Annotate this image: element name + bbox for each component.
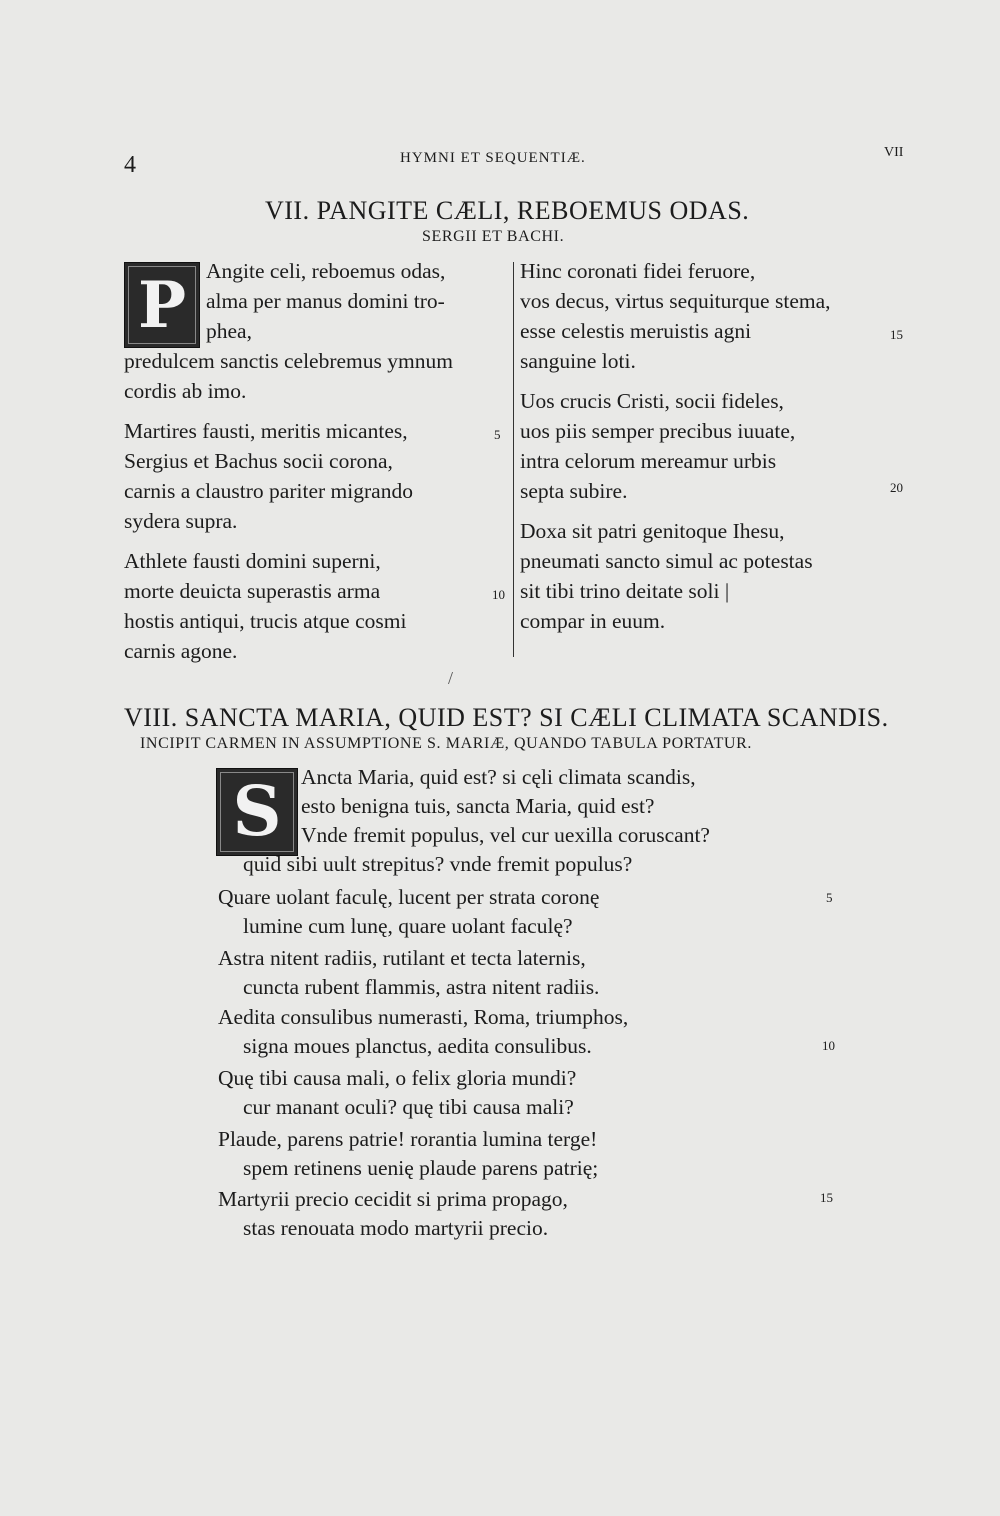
section-number: VII <box>884 145 904 160</box>
drop-cap-P-icon: P <box>124 262 200 348</box>
line-number-15b: 15 <box>820 1190 833 1205</box>
hymn7-right-line-5: Uos crucis Cristi, socii fideles, <box>520 389 784 413</box>
hymn7-right-line-6: uos piis semper precibus iuuate, <box>520 419 796 443</box>
hymn7-left-line-8: carnis a claustro pariter migrando <box>124 479 413 503</box>
hymn7-right-line-8: septa subire. <box>520 479 628 503</box>
hymn7-left-line-7: Sergius et Bachus socii corona, <box>124 449 393 473</box>
hymn7-left-line-11: morte deuicta superastis arma <box>124 579 381 603</box>
hymn7-left-line-5: cordis ab imo. <box>124 379 247 403</box>
hymn7-left-line-2: alma per manus domini tro- <box>206 289 445 313</box>
line-number-10b: 10 <box>822 1038 835 1053</box>
line-number-5: 5 <box>494 427 501 442</box>
hymn7-subtitle: SERGII ET BACHI. <box>422 228 565 245</box>
hymn8-line-7: Astra nitent radiis, rutilant et tecta laternis, <box>218 946 586 970</box>
hymn7-right-line-2: vos decus, virtus sequiturque stema, <box>520 289 831 313</box>
hymn8-line-4: quid sibi uult strepitus? vnde fremit populus? <box>243 852 633 876</box>
hymn8-line-3: Vnde fremit populus, vel cur uexilla coruscant? <box>301 823 710 847</box>
hymn7-right-line-1: Hinc coronati fidei feruore, <box>520 259 756 283</box>
hymn7-left-line-4: predulcem sanctis celebremus ymnum <box>124 349 453 373</box>
hymn7-left-line-13: carnis agone. <box>124 639 238 663</box>
hymn8-line-16: stas renouata modo martyrii precio. <box>243 1216 549 1240</box>
hymn7-right-line-11: sit tibi trino deitate soli | <box>520 579 730 603</box>
hymn8-line-6: lumine cum lunę, quare uolant faculę? <box>243 914 573 938</box>
hymn8-line-9: Aedita consulibus numerasti, Roma, triumphos, <box>218 1005 629 1029</box>
column-divider <box>513 262 514 657</box>
hymn7-left-line-9: sydera supra. <box>124 509 238 533</box>
hymn8-line-2: esto benigna tuis, sancta Maria, quid est? <box>301 794 655 818</box>
running-title: HYMNI ET SEQUENTIÆ. <box>400 150 586 166</box>
stray-mark-icon: / <box>448 668 454 688</box>
hymn7-left-line-1: Angite celi, reboemus odas, <box>206 259 446 283</box>
page-number: 4 <box>124 152 136 178</box>
hymn8-line-1: Ancta Maria, quid est? si cęli climata scandis, <box>301 765 696 789</box>
hymn8-line-15: Martyrii precio cecidit si prima propago, <box>218 1187 568 1211</box>
hymn7-left-line-12: hostis antiqui, trucis atque cosmi <box>124 609 407 633</box>
hymn7-title: VII. PANGITE CÆLI, REBOEMUS ODAS. <box>265 196 750 225</box>
hymn8-line-10: signa moues planctus, aedita consulibus. <box>243 1034 592 1058</box>
line-number-5b: 5 <box>826 890 833 905</box>
hymn8-subtitle: INCIPIT CARMEN IN ASSUMPTIONE S. MARIÆ, QUANDO TABULA PORTATUR. <box>140 735 752 752</box>
hymn8-line-8: cuncta rubent flammis, astra nitent radiis. <box>243 975 600 999</box>
hymn8-line-14: spem retinens uenię plaude parens patrię; <box>243 1156 599 1180</box>
hymn7-right-line-4: sanguine loti. <box>520 349 636 373</box>
line-number-15: 15 <box>890 327 903 342</box>
hymn7-right-line-9: Doxa sit patri genitoque Ihesu, <box>520 519 785 543</box>
hymn7-right-line-12: compar in euum. <box>520 609 666 633</box>
hymn8-line-5: Quare uolant faculę, lucent per strata coronę <box>218 885 600 909</box>
hymn7-right-line-3: esse celestis meruistis agni <box>520 319 752 343</box>
hymn8-line-12: cur manant oculi? quę tibi causa mali? <box>243 1095 574 1119</box>
hymn8-line-13: Plaude, parens patrie! rorantia lumina terge! <box>218 1127 598 1151</box>
hymn7-left-line-6: Martires fausti, meritis micantes, <box>124 419 408 443</box>
hymn7-right-line-10: pneumati sancto simul ac potestas <box>520 549 813 573</box>
hymn7-left-line-10: Athlete fausti domini superni, <box>124 549 381 573</box>
line-number-20: 20 <box>890 480 903 495</box>
hymn8-title: VIII. SANCTA MARIA, QUID EST? SI CÆLI CLIMATA SCANDIS. <box>124 703 889 732</box>
hymn8-line-11: Quę tibi causa mali, o felix gloria mundi? <box>218 1066 577 1090</box>
drop-cap-S-icon: S <box>216 768 298 856</box>
hymn7-right-line-7: intra celorum mereamur urbis <box>520 449 777 473</box>
line-number-10: 10 <box>492 587 505 602</box>
hymn7-left-line-3: phea, <box>206 319 252 343</box>
